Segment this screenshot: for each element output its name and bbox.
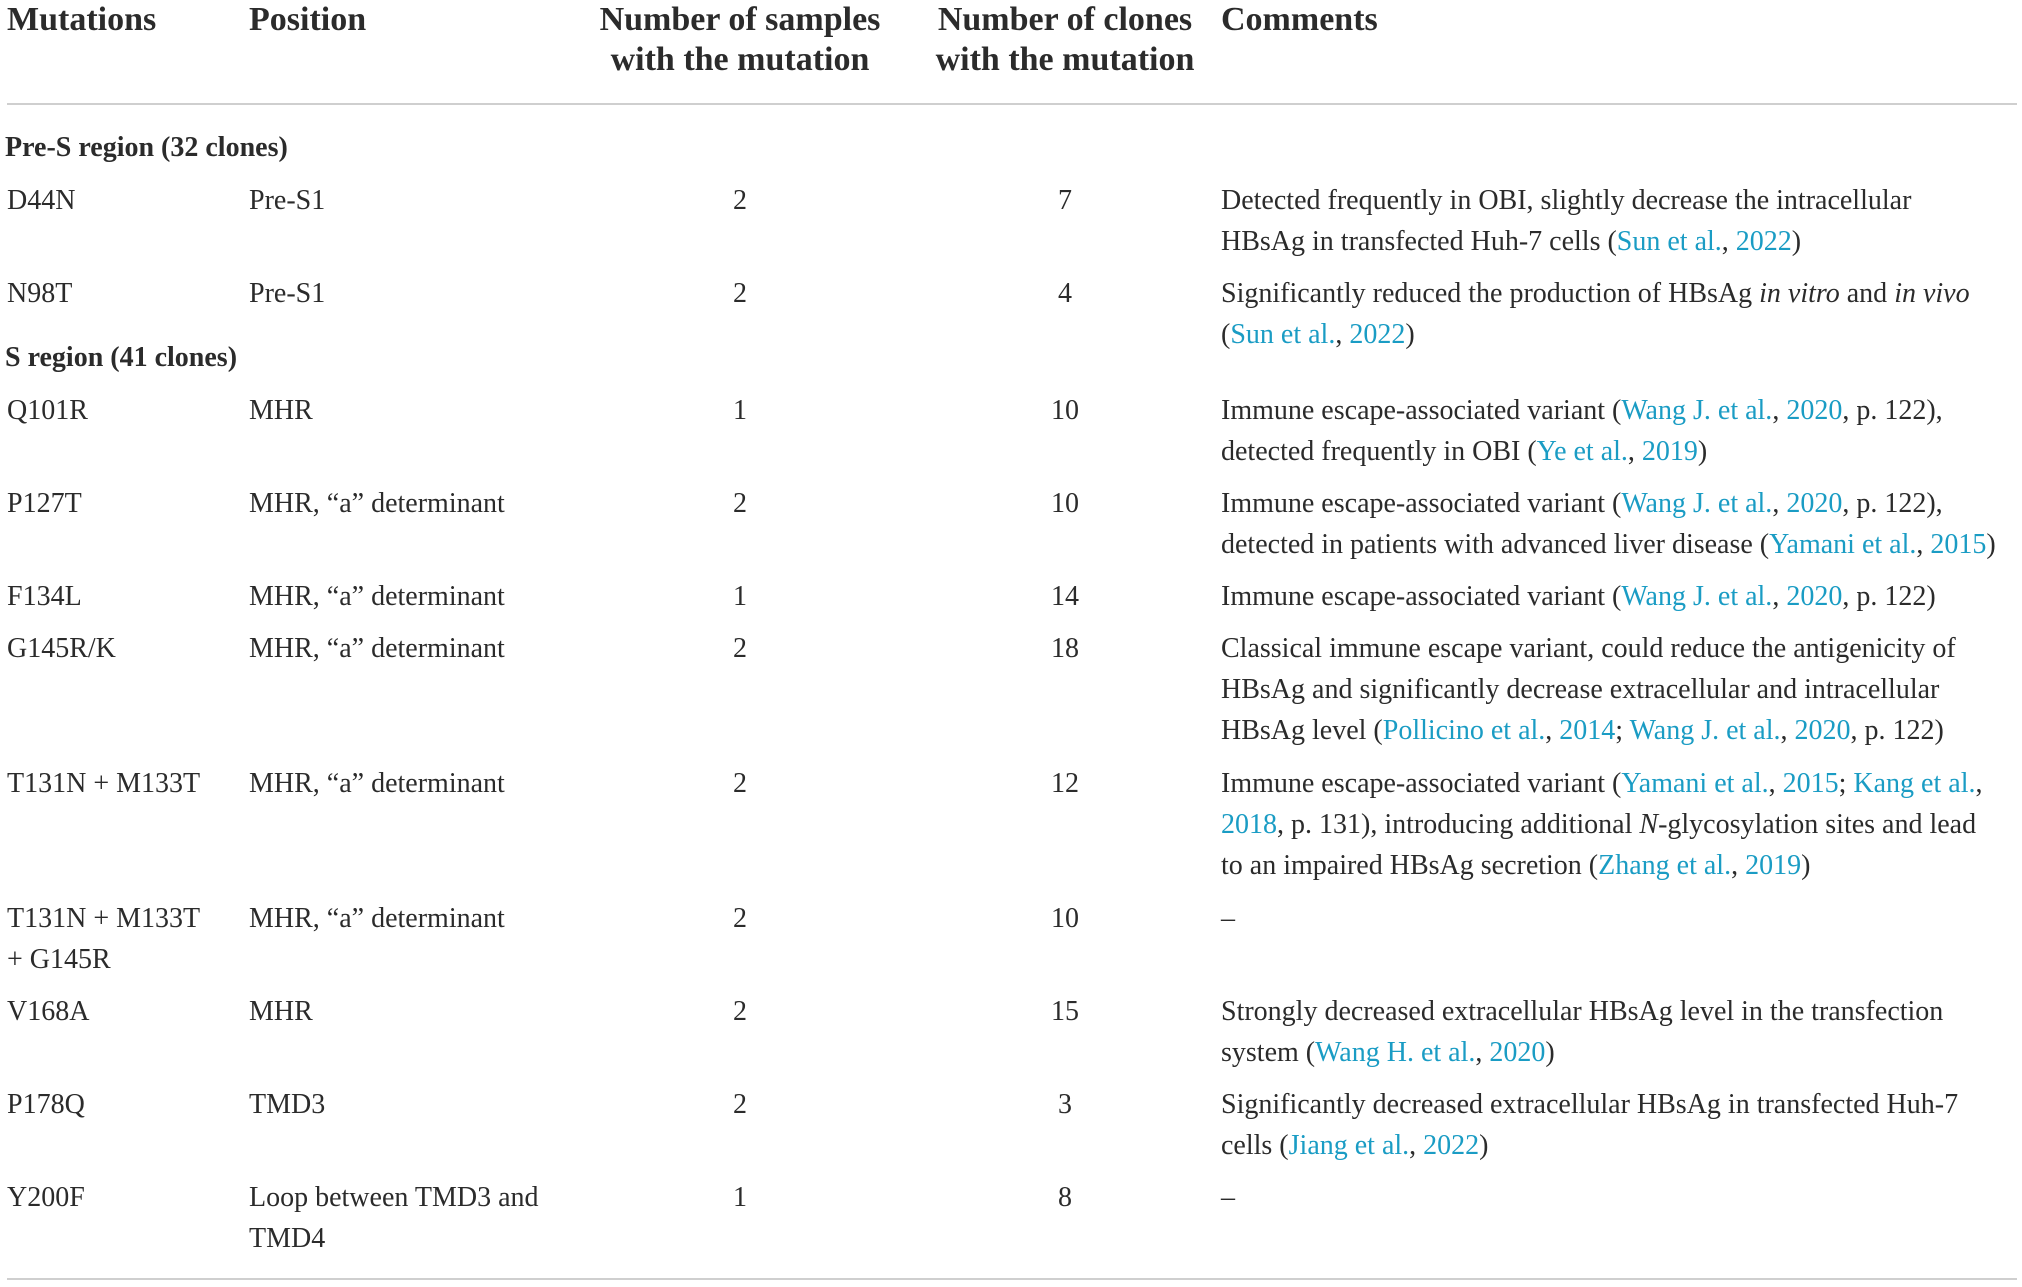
citation-link[interactable]: 2015 (1930, 529, 1987, 560)
mutation-cell (7, 1177, 237, 1218)
clones-cell: 15 (1051, 996, 1079, 1027)
citation-link[interactable]: Kang et al. (1853, 768, 1976, 799)
comment-text: ) (1986, 529, 1996, 560)
header-divider (7, 103, 2017, 105)
header-mutations: Mutations (7, 1, 157, 38)
comment-cell (1221, 390, 2021, 472)
position-cell-line: Loop between TMD3 and (249, 1182, 539, 1213)
position-cell-line: TMD3 (249, 1089, 326, 1120)
position-cell (249, 628, 594, 669)
comment-cell (1221, 483, 2021, 565)
comment-line (1221, 845, 2021, 886)
position-cell-line: MHR, “a” determinant (249, 488, 505, 519)
comment-line (1221, 1125, 2021, 1166)
mutation-cell-line: Q101R (7, 395, 88, 426)
comment-text: , (1772, 395, 1787, 426)
position-cell-line: MHR, “a” determinant (249, 581, 505, 612)
position-cell-line: MHR, “a” determinant (249, 633, 505, 664)
comment-text: , (1772, 581, 1787, 612)
comment-line (1221, 483, 2021, 524)
comment-text: ) (1801, 850, 1811, 881)
header-clones-line2: with the mutation (935, 41, 1195, 78)
comment-text: , (1768, 768, 1783, 799)
mutation-cell-line: + G145R (7, 944, 111, 975)
mutation-cell (7, 390, 237, 431)
comment-line (1221, 576, 2021, 617)
mutation-cell (7, 576, 237, 617)
comment-line (1221, 669, 2021, 710)
mutation-cell-line: Y200F (7, 1182, 85, 1213)
comment-text: , p. 131), introducing additional (1277, 809, 1640, 840)
comment-line (1221, 991, 2021, 1032)
samples-cell: 2 (733, 185, 747, 216)
samples-cell: 2 (733, 1089, 747, 1120)
comment-text: Immune escape-associated variant ( (1221, 581, 1622, 612)
comment-text: , (1627, 436, 1642, 467)
samples-cell: 1 (733, 581, 747, 612)
bottom-divider (7, 1278, 2017, 1280)
comment-text: , (1335, 319, 1350, 350)
citation-link[interactable]: Pollicino et al. (1382, 715, 1546, 746)
mutation-cell-line: T131N + M133T (7, 903, 201, 934)
comment-text: , (1545, 715, 1560, 746)
citation-link[interactable]: Yamani et al. (1621, 768, 1769, 799)
comment-line (1221, 1032, 2021, 1073)
citation-link[interactable]: Wang J. et al. (1621, 488, 1773, 519)
header-samples-line2: with the mutation (610, 41, 870, 78)
comment-text: , (1780, 715, 1795, 746)
header-samples-line1: Number of samples (599, 1, 881, 38)
comment-text: , (1916, 529, 1931, 560)
citation-link[interactable]: Jiang et al. (1288, 1130, 1410, 1161)
comment-text: Detected frequently in OBI, slightly decrease the intracellular (1221, 185, 1912, 216)
comment-text: ) (1697, 436, 1708, 467)
samples-cell: 2 (733, 633, 747, 664)
comment-text: – (1221, 903, 1235, 934)
position-cell (249, 763, 594, 804)
comment-text: N (1639, 809, 1659, 840)
position-cell-line: MHR, “a” determinant (249, 768, 505, 799)
position-cell-line: Pre-S1 (249, 278, 326, 309)
position-cell-line: MHR, “a” determinant (249, 903, 505, 934)
position-cell (249, 898, 594, 939)
position-cell (249, 483, 594, 524)
clones-cell: 10 (1051, 903, 1079, 934)
position-cell (249, 390, 594, 431)
position-cell (249, 273, 594, 314)
mutation-cell-line: P127T (7, 488, 82, 519)
mutation-cell-line: V168A (7, 996, 90, 1027)
comment-text: , p. 122) (1850, 715, 1944, 746)
comment-text: ) (1791, 226, 1802, 257)
comment-cell (1221, 273, 2021, 355)
position-cell (249, 1177, 594, 1259)
comment-text: ) (1479, 1130, 1489, 1161)
citation-link[interactable]: 2015 (1782, 768, 1839, 799)
comment-cell (1221, 1084, 2021, 1166)
citation-link[interactable]: Wang J. et al. (1621, 395, 1773, 426)
mutation-cell (7, 628, 237, 669)
comment-text: detected in patients with advanced liver disease ( (1221, 529, 1770, 560)
samples-cell: 2 (733, 903, 747, 934)
comment-text: , (1721, 226, 1736, 257)
comment-text: HBsAg in transfected Huh-7 cells ( (1221, 226, 1617, 257)
comment-text: and (1839, 278, 1895, 309)
samples-cell: 1 (733, 395, 747, 426)
header-comments: Comments (1221, 1, 1378, 38)
comment-text: in vitro (1759, 278, 1840, 309)
comment-text: Classical immune escape variant, could reduce the antigenicity of (1221, 633, 1956, 664)
mutation-cell (7, 763, 237, 804)
comment-text: HBsAg and significantly decrease extracellular and intracellular (1221, 674, 1940, 705)
comment-text: , (1772, 488, 1787, 519)
comment-text: , p. 122), (1842, 488, 1943, 519)
comment-line (1221, 1084, 2021, 1125)
mutation-cell-line: P178Q (7, 1089, 85, 1120)
citation-link[interactable]: Sun et al. (1230, 319, 1336, 350)
comment-text: -glycosylation sites and lead (1658, 809, 1977, 840)
clones-cell: 14 (1051, 581, 1079, 612)
samples-cell: 2 (733, 488, 747, 519)
citation-link[interactable]: Yamani et al. (1769, 529, 1917, 560)
citation-link[interactable]: 2019 (1745, 850, 1802, 881)
clones-cell: 8 (1058, 1182, 1072, 1213)
mutation-cell (7, 1084, 237, 1125)
comment-text: Immune escape-associated variant ( (1221, 768, 1622, 799)
mutation-cell-line: T131N + M133T (7, 768, 201, 799)
mutation-cell (7, 991, 237, 1032)
citation-link[interactable]: 2022 (1349, 319, 1406, 350)
comment-cell (1221, 180, 2021, 262)
comment-text: , (1731, 850, 1746, 881)
citation-link[interactable]: 2019 (1641, 436, 1698, 467)
header-samples (580, 0, 900, 80)
position-cell (249, 576, 594, 617)
citation-link[interactable]: Wang J. et al. (1621, 581, 1773, 612)
comment-line (1221, 221, 2021, 262)
clones-cell: 10 (1051, 395, 1079, 426)
comment-cell (1221, 991, 2021, 1073)
section-s-region: S region (41 clones) (5, 342, 238, 373)
clones-cell: 4 (1058, 278, 1072, 309)
comment-text: Significantly reduced the production of HBsAg (1221, 278, 1760, 309)
mutation-cell-line: D44N (7, 185, 76, 216)
citation-link[interactable]: 2022 (1423, 1130, 1480, 1161)
comment-line (1221, 898, 2021, 939)
section-pre-s-region: Pre-S region (32 clones) (5, 132, 288, 163)
citation-link[interactable]: 2022 (1735, 226, 1792, 257)
comment-text: Immune escape-associated variant ( (1221, 488, 1622, 519)
mutation-cell (7, 483, 237, 524)
comment-cell (1221, 628, 2021, 751)
clones-cell: 12 (1051, 768, 1079, 799)
position-cell-line: MHR (249, 395, 313, 426)
samples-cell: 1 (733, 1182, 747, 1213)
citation-link[interactable]: Zhang et al. (1598, 850, 1732, 881)
mutation-cell-line: G145R/K (7, 633, 116, 664)
comment-text: , (1475, 1037, 1490, 1068)
citation-link[interactable]: 2018 (1221, 809, 1277, 840)
clones-cell: 10 (1051, 488, 1079, 519)
comment-line (1221, 710, 2021, 751)
header-position: Position (249, 1, 367, 38)
citation-link[interactable]: Wang J. et al. (1629, 715, 1781, 746)
citation-link[interactable]: 2020 (1786, 395, 1843, 426)
comment-text: to an impaired HBsAg secretion ( (1221, 850, 1599, 881)
comment-line (1221, 524, 2021, 565)
comment-text: Strongly decreased extracellular HBsAg level in the transfection (1221, 996, 1944, 1027)
comment-text: ) (1405, 319, 1415, 350)
comment-cell (1221, 576, 2021, 617)
citation-link[interactable]: 2020 (1489, 1037, 1546, 1068)
comment-text: in vivo (1894, 278, 1970, 309)
comment-text: cells ( (1221, 1130, 1289, 1161)
mutation-cell (7, 898, 237, 980)
comment-text: – (1221, 1182, 1235, 1213)
position-cell-line: TMD4 (249, 1223, 326, 1254)
citation-link[interactable]: Sun et al. (1616, 226, 1722, 257)
position-cell (249, 180, 594, 221)
position-cell-line: MHR (249, 996, 313, 1027)
clones-cell: 7 (1058, 185, 1072, 216)
mutation-cell (7, 180, 237, 221)
comment-text: , p. 122) (1842, 581, 1936, 612)
citation-link[interactable]: 2020 (1794, 715, 1851, 746)
comment-text: , (1975, 768, 1983, 799)
clones-cell: 18 (1051, 633, 1079, 664)
samples-cell: 2 (733, 996, 747, 1027)
comment-text: ; (1615, 715, 1630, 746)
comment-text: Significantly decreased extracellular HBsAg in transfected Huh-7 (1221, 1089, 1959, 1120)
comment-cell (1221, 763, 2021, 886)
comment-line (1221, 804, 2021, 845)
position-cell-line: Pre-S1 (249, 185, 326, 216)
position-cell (249, 991, 594, 1032)
citation-link[interactable]: Wang H. et al. (1315, 1037, 1476, 1068)
comment-line (1221, 314, 2021, 355)
comment-text: Immune escape-associated variant ( (1221, 395, 1622, 426)
comment-line (1221, 628, 2021, 669)
comment-line (1221, 390, 2021, 431)
mutation-cell (7, 273, 237, 314)
comment-line (1221, 1177, 2021, 1218)
comment-cell (1221, 898, 2021, 939)
position-cell (249, 1084, 594, 1125)
comment-text: HBsAg level ( (1221, 715, 1383, 746)
header-clones (900, 0, 1230, 80)
clones-cell: 3 (1058, 1089, 1072, 1120)
comment-line (1221, 180, 2021, 221)
comment-text: ( (1221, 319, 1231, 350)
samples-cell: 2 (733, 278, 747, 309)
comment-line (1221, 763, 2021, 804)
mutation-cell-line: F134L (7, 581, 82, 612)
comment-cell (1221, 1177, 2021, 1218)
citation-link[interactable]: 2020 (1786, 488, 1843, 519)
comment-text: ; (1838, 768, 1854, 799)
comment-text: detected frequently in OBI ( (1221, 436, 1537, 467)
comment-text: ) (1545, 1037, 1555, 1068)
comment-text: , p. 122), (1842, 395, 1943, 426)
comment-line (1221, 431, 2021, 472)
citation-link[interactable]: Ye et al. (1536, 436, 1628, 467)
citation-link[interactable]: 2020 (1786, 581, 1843, 612)
header-clones-line1: Number of clones (937, 1, 1193, 38)
comment-line (1221, 273, 2021, 314)
mutation-cell-line: N98T (7, 278, 73, 309)
samples-cell: 2 (733, 768, 747, 799)
comment-text: system ( (1221, 1037, 1316, 1068)
citation-link[interactable]: 2014 (1559, 715, 1616, 746)
comment-text: , (1409, 1130, 1424, 1161)
